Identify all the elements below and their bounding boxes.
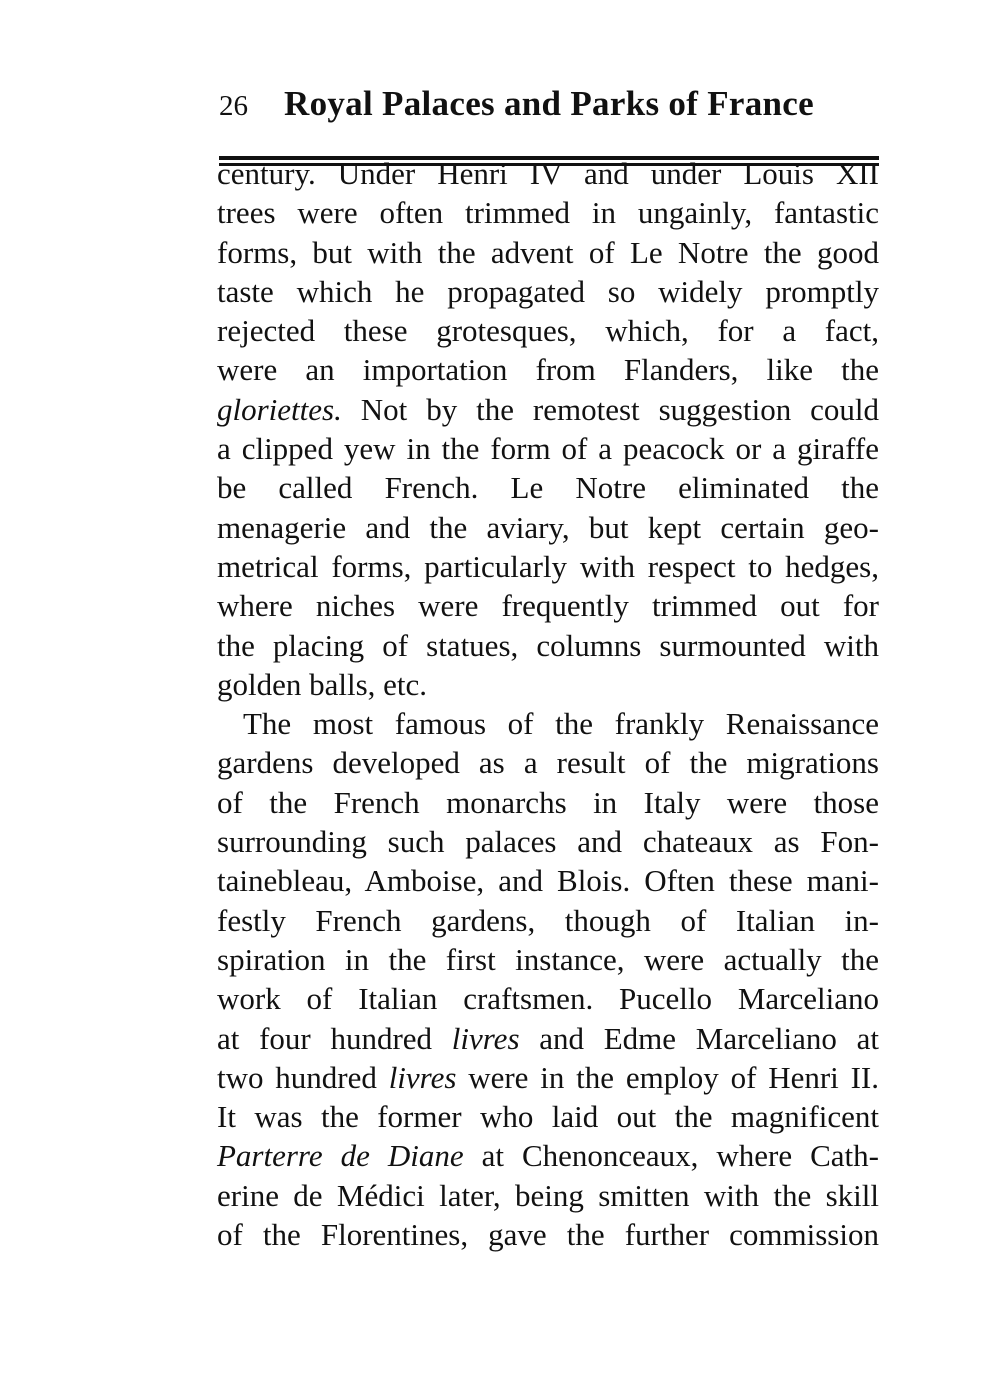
text-run: The most famous of the frankly Renaissance xyxy=(243,706,879,742)
text-run: festly French gardens, though of Italian in- xyxy=(217,902,879,938)
italic-text: gloriettes. xyxy=(217,391,342,427)
italic-text: Parterre de Diane xyxy=(217,1138,464,1174)
text-line xyxy=(217,311,879,350)
text-run: and Edme Marceliano at xyxy=(519,1020,879,1056)
text-line xyxy=(217,979,879,1018)
italic-text: livres xyxy=(388,1059,457,1095)
text-line xyxy=(217,272,879,311)
italic-text: livres xyxy=(451,1020,520,1056)
running-header xyxy=(219,84,879,128)
text-run: work of Italian craftsmen. Pucello Marceliano xyxy=(217,981,879,1017)
text-run: at four hundred xyxy=(217,1020,452,1056)
text-run: surrounding such palaces and chateaux as Fon- xyxy=(217,824,879,860)
text-line xyxy=(217,1176,879,1215)
text-run: be called French. Le Notre eliminated the xyxy=(217,470,879,506)
text-run: the placing of statues, columns surmounted with xyxy=(217,627,879,663)
body-text xyxy=(217,154,879,1254)
text-line xyxy=(217,193,879,232)
text-line xyxy=(217,429,879,468)
text-run: trees were often trimmed in ungainly, fantastic xyxy=(217,195,879,231)
text-run: were an importation from Flanders, like the xyxy=(217,352,879,388)
text-line xyxy=(217,704,879,743)
text-line xyxy=(217,547,879,586)
text-run: taste which he propagated so widely promptly xyxy=(217,273,879,309)
text-run: forms, but with the advent of Le Notre the good xyxy=(217,234,879,270)
text-run: menagerie and the aviary, but kept certain geo- xyxy=(217,509,879,545)
text-line xyxy=(217,508,879,547)
text-line xyxy=(217,1019,879,1058)
text-line xyxy=(217,468,879,507)
text-run: golden balls, etc. xyxy=(217,666,428,702)
text-line xyxy=(217,233,879,272)
text-line xyxy=(217,1097,879,1136)
text-run: of the Florentines, gave the further commission xyxy=(217,1217,879,1253)
text-run: where niches were frequently trimmed out for xyxy=(217,588,879,624)
text-run: rejected these grotesques, which, for a fact, xyxy=(217,313,879,349)
text-run: It was the former who laid out the magnificent xyxy=(217,1099,879,1135)
text-run: spiration in the first instance, were actually the xyxy=(217,941,879,977)
text-run: Not by the remotest suggestion could xyxy=(341,391,879,427)
text-run: erine de Médici later, being smitten with the skill xyxy=(217,1177,879,1213)
text-run: a clipped yew in the form of a peacock or a giraffe xyxy=(217,431,879,467)
text-line xyxy=(217,350,879,389)
text-line xyxy=(217,665,879,704)
text-line xyxy=(217,1058,879,1097)
text-line xyxy=(217,901,879,940)
text-run: of the French monarchs in Italy were those xyxy=(217,784,879,820)
text-line xyxy=(217,783,879,822)
text-run: gardens developed as a result of the migrations xyxy=(217,745,879,781)
text-line xyxy=(217,390,879,429)
text-run: at Chenonceaux, where Cath- xyxy=(463,1138,879,1174)
text-run: metrical forms, particularly with respect to hedges, xyxy=(217,548,879,584)
running-title: Royal Palaces and Parks of France xyxy=(284,84,814,123)
text-line xyxy=(217,586,879,625)
text-line xyxy=(217,626,879,665)
text-run: tainebleau, Amboise, and Blois. Often these mani- xyxy=(217,863,879,899)
text-run: century. Under Henri IV and under Louis XII xyxy=(217,156,879,191)
page-number: 26 xyxy=(219,90,248,122)
text-line xyxy=(217,822,879,861)
text-run: two hundred xyxy=(217,1059,389,1095)
text-line xyxy=(217,940,879,979)
text-line xyxy=(217,1136,879,1175)
text-run: were in the employ of Henri II. xyxy=(456,1059,879,1095)
text-line xyxy=(217,1215,879,1254)
text-line xyxy=(217,154,879,193)
text-line xyxy=(217,743,879,782)
text-line xyxy=(217,861,879,900)
